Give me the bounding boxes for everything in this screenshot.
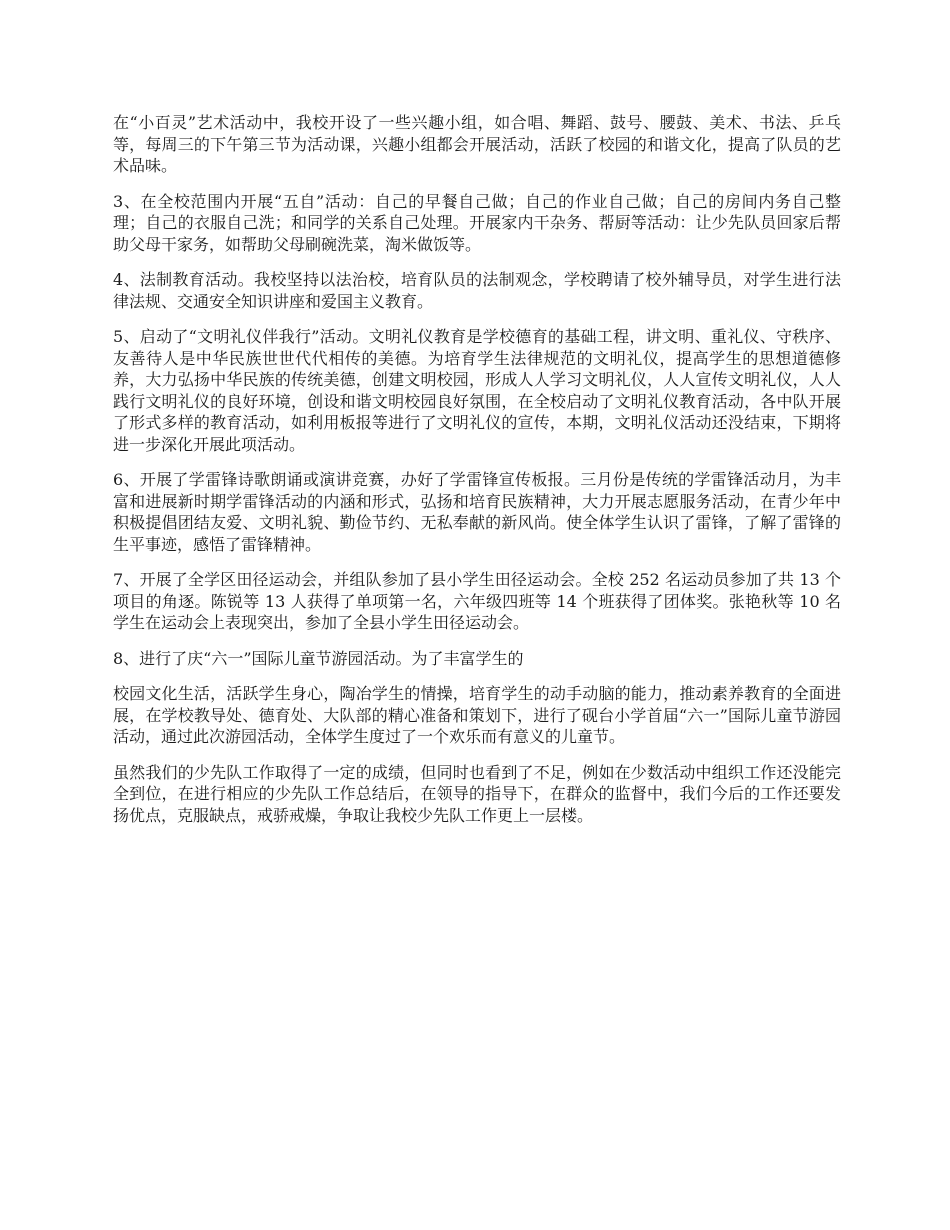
paragraph-art-activities: 在“小百灵”艺术活动中，我校开设了一些兴趣小组，如合唱、舞蹈、鼓号、腰鼓、美术、书法、乒乓等，每周三的下午第三节为活动课，兴趣小组都会开展活动，活跃了校园的和谐文化，提高了队员的艺术品味。 <box>113 113 841 175</box>
paragraph-lei-feng: 6、开展了学雷锋诗歌朗诵或演讲竞赛，办好了学雷锋宣传板报。三月份是传统的学雷锋活动月，为丰富和进展新时期学雷锋活动的内涵和形式，弘扬和培育民族精神，大力开展志愿服务活动，在青少年中积极提倡团结友爱、文明礼貌、勤俭节约、无私奉献的新风尚。使全体学生认识了雷锋，了解了雷锋的生平事迹，感悟了雷锋精神。 <box>113 470 841 554</box>
paragraph-childrens-day-detail: 校园文化生活，活跃学生身心，陶冶学生的情操，培育学生的动手动脑的能力，推动素养教育的全面进展，在学校教导处、德育处、大队部的精心准备和策划下，进行了砚台小学首届“六一”国际儿童节游园活动，通过此次游园活动，全体学生度过了一个欢乐而有意义的儿童节。 <box>113 684 841 746</box>
paragraph-five-self: 3、在全校范围内开展“五自”活动：自己的早餐自己做；自己的作业自己做；自己的房间内务自己整理；自己的衣服自己洗；和同学的关系自己处理。开展家内干杂务、帮厨等活动：让少先队员回家后帮助父母干家务，如帮助父母刷碗洗菜，淘米做饭等。 <box>113 191 841 254</box>
paragraph-childrens-day-intro: 8、进行了庆“六一”国际儿童节游园活动。为了丰富学生的 <box>113 648 524 668</box>
paragraph-etiquette: 5、启动了“文明礼仪伴我行”活动。文明礼仪教育是学校德育的基础工程，讲文明、重礼仪、守秩序、友善待人是中华民族世世代代相传的美德。为培育学生法律规范的文明礼仪，提高学生的思想道德修养，大力弘扬中华民族的传统美德，创建文明校园，形成人人学习文明礼仪，人人宣传文明礼仪，人人践行文明礼仪的良好环境，创设和谐文明校园良好氛围，在全校启动了文明礼仪教育活动，各中队开展了形式多样的教育活动，如利用板报等进行了文明礼仪的宣传，本期，文明礼仪活动还没结束，下期将进一步深化开展此项活动。 <box>113 327 841 454</box>
paragraph-conclusion: 虽然我们的少先队工作取得了一定的成绩，但同时也看到了不足，例如在少数活动中组织工作还没能完全到位，在进行相应的少先队工作总结后，在领导的指导下，在群众的监督中，我们今后的工作还要发扬优点，克服缺点，戒骄戒燥，争取让我校少先队工作更上一层楼。 <box>113 762 841 825</box>
paragraph-legal-education: 4、法制教育活动。我校坚持以法治校，培育队员的法制观念，学校聘请了校外辅导员，对学生进行法律法规、交通安全知识讲座和爱国主义教育。 <box>113 270 841 311</box>
paragraph-track-meet: 7、开展了全学区田径运动会，并组队参加了县小学生田径运动会。全校 252 名运动员参加了共 13 个项目的角逐。陈锐等 13 人获得了单项第一名，六年级四班等 14 个班获得了团体奖。张艳秋等 10 名学生在运动会上表现突出，参加了全县小学生田径运动会。 <box>113 570 841 632</box>
document-body <box>113 112 841 840</box>
